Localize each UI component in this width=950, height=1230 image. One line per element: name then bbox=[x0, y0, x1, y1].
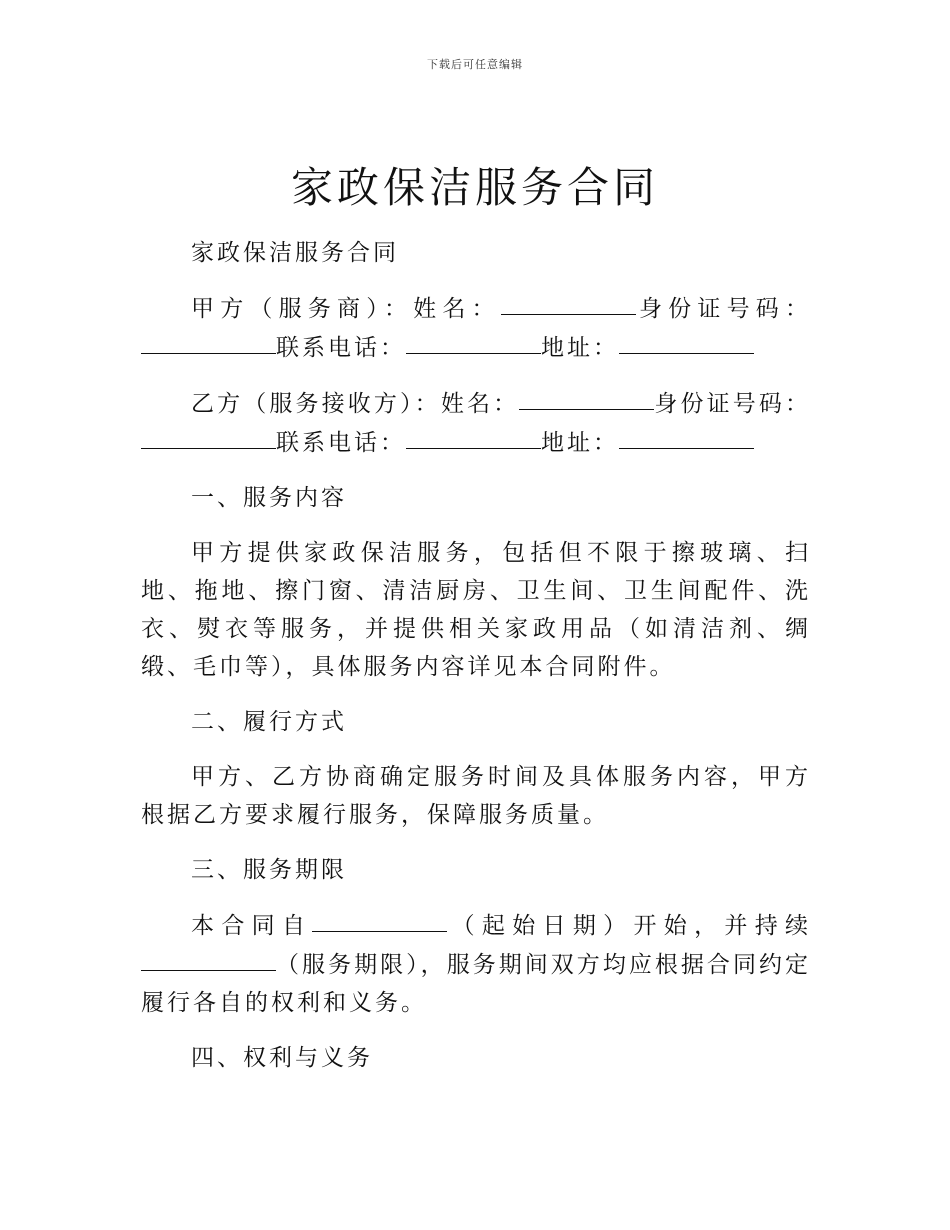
section-3-prefix: 本合同自 bbox=[191, 913, 313, 939]
party-a-name-field[interactable] bbox=[501, 288, 636, 315]
party-a-phone-field[interactable] bbox=[406, 327, 541, 354]
section-4-heading: 四、权利与义务 bbox=[191, 1045, 373, 1071]
party-b-phone-field[interactable] bbox=[406, 422, 541, 449]
section-2-body: 甲方、乙方协商确定服务时间及具体服务内容，甲方根据乙方要求履行服务，保障服务质量。 bbox=[141, 764, 811, 828]
party-b-address-field[interactable] bbox=[619, 422, 754, 449]
party-a-id-field[interactable] bbox=[141, 327, 276, 354]
party-a-address-label: 地址： bbox=[541, 335, 619, 361]
party-b-id-field[interactable] bbox=[141, 422, 276, 449]
party-b-label: 乙方（服务接收方）：姓名： bbox=[191, 391, 520, 417]
party-b-address-label: 地址： bbox=[541, 430, 619, 456]
start-date-field[interactable] bbox=[312, 905, 447, 932]
section-1-body: 甲方提供家政保洁服务，包括但不限于擦玻璃、扫地、拖地、擦门窗、清洁厨房、卫生间、卫生间配件、洗衣、熨衣等服务，并提供相关家政用品（如清洁剂、绸缎、毛巾等），具体服务内容详见本合同附件。 bbox=[141, 540, 811, 680]
document-body bbox=[141, 234, 811, 1094]
header-note: 下载后可任意编辑 bbox=[427, 58, 523, 71]
subtitle: 家政保洁服务合同 bbox=[191, 240, 399, 266]
service-period-field[interactable] bbox=[141, 944, 276, 971]
section-3-heading: 三、服务期限 bbox=[191, 857, 347, 883]
party-b-name-field[interactable] bbox=[519, 383, 654, 410]
section-3-middle: （起始日期）开始，并持续 bbox=[447, 913, 811, 939]
party-a-id-label: 身份证号码： bbox=[635, 296, 812, 322]
party-a-address-field[interactable] bbox=[619, 327, 754, 354]
section-1-heading: 一、服务内容 bbox=[191, 485, 347, 511]
party-a-block bbox=[141, 289, 811, 367]
document-title: 家政保洁服务合同 bbox=[290, 163, 659, 212]
party-b-id-label: 身份证号码： bbox=[654, 391, 812, 417]
section-3-suffix: （服务期限），服务期间双方均应根据合同约定履行各自的权利和义务。 bbox=[141, 952, 811, 1016]
section-3-body bbox=[141, 906, 811, 1022]
party-b-block bbox=[141, 384, 811, 462]
section-2-heading: 二、履行方式 bbox=[191, 709, 347, 735]
party-b-phone-label: 联系电话： bbox=[276, 430, 406, 456]
party-a-label: 甲方（服务商）：姓名： bbox=[191, 296, 501, 322]
party-a-phone-label: 联系电话： bbox=[276, 335, 406, 361]
